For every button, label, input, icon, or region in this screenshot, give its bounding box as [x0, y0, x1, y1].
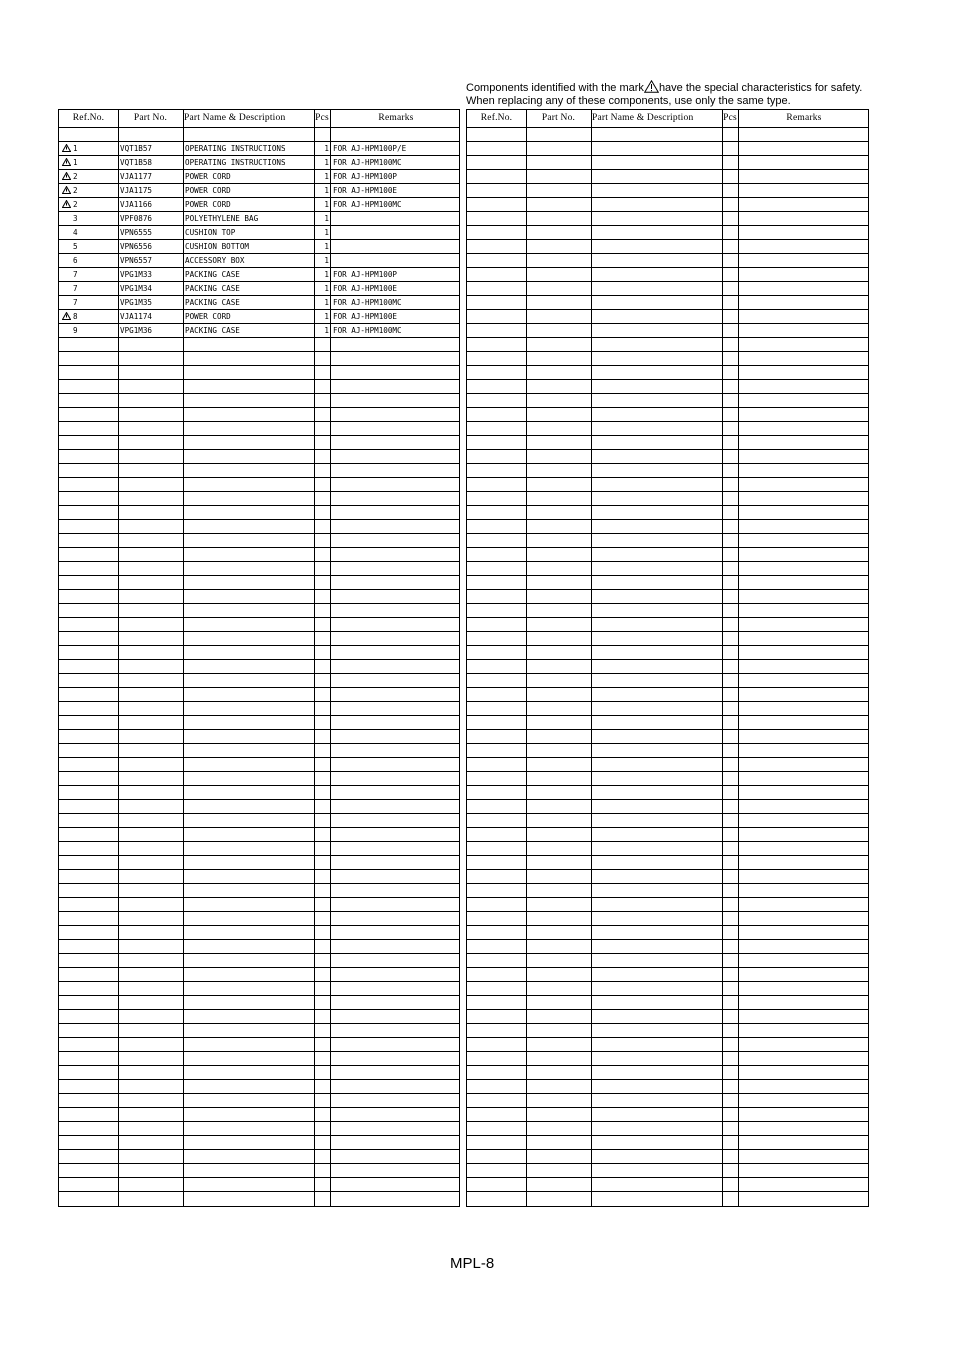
- table-row: [59, 212, 459, 226]
- table-row: [467, 1122, 868, 1136]
- table-row: [59, 478, 459, 492]
- table-row: [467, 856, 868, 870]
- table-row: [467, 310, 868, 324]
- part-name-cell: PACKING CASE: [185, 270, 240, 279]
- table-row: [467, 828, 868, 842]
- header-part-no: Part No.: [541, 113, 576, 123]
- header-pcs: Pcs: [723, 113, 737, 123]
- table-row: [467, 128, 868, 142]
- table-row: [59, 1066, 459, 1080]
- table-row: [467, 366, 868, 380]
- remarks-cell: [333, 240, 459, 253]
- table-row: [467, 758, 868, 772]
- remarks-cell: FOR AJ-HPM100E: [333, 312, 398, 321]
- table-row: [467, 786, 868, 800]
- pcs-cell: 1: [324, 200, 329, 209]
- table-row: [59, 702, 459, 716]
- table-row: [467, 394, 868, 408]
- header-part-no: Part No.: [133, 113, 168, 123]
- table-row: [467, 534, 868, 548]
- pcs-cell: 1: [324, 312, 329, 321]
- table-row: [467, 380, 868, 394]
- ref-no-value: 5: [73, 242, 78, 251]
- pcs-cell: 1: [324, 214, 329, 223]
- table-row: [467, 1080, 868, 1094]
- table-row: [467, 422, 868, 436]
- table-row: [467, 898, 868, 912]
- table-row: [59, 604, 459, 618]
- header-ref-no: Ref.No.: [480, 113, 513, 123]
- table-row: [467, 618, 868, 632]
- part-name-cell: POWER CORD: [185, 172, 231, 181]
- table-row: [467, 1052, 868, 1066]
- table-row: [59, 394, 459, 408]
- header-ref-no: Ref.No.: [72, 113, 105, 123]
- table-row: [467, 940, 868, 954]
- table-row: [59, 464, 459, 478]
- table-row: [467, 1108, 868, 1122]
- header-part-name: Part Name & Description: [592, 113, 694, 123]
- pcs-cell: 1: [324, 144, 329, 153]
- table-row: [467, 1010, 868, 1024]
- table-row: [59, 310, 459, 324]
- table-row: [467, 548, 868, 562]
- table-row: [467, 1164, 868, 1178]
- table-row: [59, 758, 459, 772]
- header-part-name: Part Name & Description: [184, 113, 286, 123]
- ref-no-cell: [61, 324, 117, 337]
- pcs-cell: 1: [324, 326, 329, 335]
- table-row: [59, 814, 459, 828]
- table-row: [59, 506, 459, 520]
- part-no-cell: VQT1B57: [120, 144, 153, 153]
- table-row: [59, 296, 459, 310]
- pcs-cell: 1: [324, 256, 329, 265]
- table-row: [467, 506, 868, 520]
- table-row: [59, 772, 459, 786]
- table-row: [467, 730, 868, 744]
- remarks-cell: [333, 212, 459, 225]
- table-row: [59, 632, 459, 646]
- table-row: [467, 156, 868, 170]
- table-row: [467, 520, 868, 534]
- table-row: [59, 548, 459, 562]
- table-row: [467, 464, 868, 478]
- table-row: [59, 156, 459, 170]
- table-row: [467, 912, 868, 926]
- parts-table-left: [58, 109, 460, 1207]
- table-row: [467, 1150, 868, 1164]
- table-row: [59, 996, 459, 1010]
- remarks-cell: [333, 254, 459, 267]
- table-row: [59, 1080, 459, 1094]
- part-name-cell: POLYETHYLENE BAG: [185, 214, 259, 223]
- table-row: [59, 1108, 459, 1122]
- header-remarks: Remarks: [378, 113, 414, 123]
- notice-text-after: have the special characteristics for safety.: [658, 82, 863, 94]
- table-header: [59, 110, 459, 128]
- ref-no-value: 2: [73, 172, 78, 181]
- table-row: [467, 814, 868, 828]
- table-row: [59, 170, 459, 184]
- table-row: [59, 1122, 459, 1136]
- part-no-cell: VPG1M36: [120, 326, 153, 335]
- part-no-cell: VJA1166: [120, 200, 153, 209]
- table-row: [467, 184, 868, 198]
- part-name-cell: CUSHION BOTTOM: [185, 242, 250, 251]
- table-row: [467, 884, 868, 898]
- table-row: [467, 646, 868, 660]
- table-row: [467, 772, 868, 786]
- table-row: [59, 940, 459, 954]
- ref-no-cell: [61, 254, 117, 267]
- table-row: [59, 870, 459, 884]
- ref-no-cell: [61, 184, 117, 197]
- safety-notice-line1: [466, 80, 862, 95]
- table-row: [467, 408, 868, 422]
- table-row: [467, 604, 868, 618]
- remarks-cell: FOR AJ-HPM100E: [333, 284, 398, 293]
- part-name-cell: PACKING CASE: [185, 284, 240, 293]
- part-no-cell: VPN6555: [120, 228, 153, 237]
- table-row: [467, 142, 868, 156]
- table-row: [467, 982, 868, 996]
- table-row: [59, 422, 459, 436]
- table-row: [59, 436, 459, 450]
- table-row: [467, 688, 868, 702]
- ref-no-cell: [61, 156, 117, 169]
- table-row: [467, 996, 868, 1010]
- remarks-cell: FOR AJ-HPM100P: [333, 172, 398, 181]
- table-row: [467, 800, 868, 814]
- part-name-cell: OPERATING INSTRUCTIONS: [185, 144, 286, 153]
- warning-triangle-icon: [62, 172, 71, 180]
- table-row: [59, 380, 459, 394]
- table-row: [467, 212, 868, 226]
- page-number: MPL-8: [450, 1255, 495, 1272]
- table-row: [59, 730, 459, 744]
- pcs-cell: 1: [324, 228, 329, 237]
- pcs-cell: 1: [324, 242, 329, 251]
- remarks-cell: FOR AJ-HPM100MC: [333, 326, 402, 335]
- ref-no-cell: [61, 282, 117, 295]
- remarks-cell: FOR AJ-HPM100P/E: [333, 144, 407, 153]
- table-row: [59, 1094, 459, 1108]
- ref-no-cell: [61, 268, 117, 281]
- table-row: [467, 926, 868, 940]
- part-name-cell: POWER CORD: [185, 186, 231, 195]
- table-row: [59, 786, 459, 800]
- table-row: [467, 716, 868, 730]
- table-row: [467, 436, 868, 450]
- table-row: [59, 688, 459, 702]
- table-row: [59, 198, 459, 212]
- remarks-cell: FOR AJ-HPM100MC: [333, 200, 402, 209]
- table-row: [59, 856, 459, 870]
- ref-no-value: 7: [73, 298, 78, 307]
- table-row: [467, 352, 868, 366]
- safety-notice: [466, 80, 862, 107]
- ref-no-value: 1: [73, 158, 78, 167]
- ref-no-cell: [61, 212, 117, 225]
- ref-no-value: 8: [73, 312, 78, 321]
- table-row: [59, 590, 459, 604]
- table-row: [59, 926, 459, 940]
- table-row: [467, 338, 868, 352]
- table-row: [467, 296, 868, 310]
- table-row: [467, 268, 868, 282]
- table-row: [59, 408, 459, 422]
- table-row: [467, 226, 868, 240]
- table-row: [59, 1038, 459, 1052]
- remarks-cell: FOR AJ-HPM100MC: [333, 158, 402, 167]
- table-row: [467, 744, 868, 758]
- table-row: [59, 1178, 459, 1192]
- header-remarks: Remarks: [786, 113, 822, 123]
- table-row: [467, 562, 868, 576]
- pcs-cell: 1: [324, 158, 329, 167]
- table-row: [59, 324, 459, 338]
- part-name-cell: CUSHION TOP: [185, 228, 236, 237]
- table-row: [467, 632, 868, 646]
- table-row: [59, 968, 459, 982]
- table-row: [59, 618, 459, 632]
- ref-no-value: 7: [73, 270, 78, 279]
- part-no-cell: VPF0876: [120, 214, 153, 223]
- table-row: [467, 450, 868, 464]
- ref-no-cell: [61, 226, 117, 239]
- part-no-cell: VPG1M33: [120, 270, 153, 279]
- table-row: [467, 240, 868, 254]
- table-row: [467, 954, 868, 968]
- pcs-cell: 1: [324, 172, 329, 181]
- table-row: [59, 352, 459, 366]
- table-row: [59, 828, 459, 842]
- table-row: [467, 842, 868, 856]
- ref-no-cell: [61, 310, 117, 323]
- ref-no-value: 6: [73, 256, 78, 265]
- part-name-cell: OPERATING INSTRUCTIONS: [185, 158, 286, 167]
- remarks-cell: [333, 226, 459, 239]
- ref-no-cell: [61, 170, 117, 183]
- part-no-cell: VPG1M34: [120, 284, 153, 293]
- table-row: [467, 282, 868, 296]
- part-name-cell: POWER CORD: [185, 200, 231, 209]
- safety-notice-line2: When replacing any of these components, use only the same type.: [466, 94, 791, 107]
- table-row: [467, 870, 868, 884]
- table-row: [59, 912, 459, 926]
- warning-triangle-icon: [62, 186, 71, 194]
- table-row: [467, 1038, 868, 1052]
- table-header: [467, 110, 868, 128]
- notice-text-before: Components identified with the mark: [466, 82, 644, 94]
- pcs-cell: 1: [324, 270, 329, 279]
- part-no-cell: VPG1M35: [120, 298, 153, 307]
- table-row: [467, 170, 868, 184]
- remarks-cell: FOR AJ-HPM100E: [333, 186, 398, 195]
- table-row: [467, 1066, 868, 1080]
- ref-no-cell: [61, 240, 117, 253]
- part-name-cell: PACKING CASE: [185, 326, 240, 335]
- table-row: [467, 1178, 868, 1192]
- pcs-cell: 1: [324, 298, 329, 307]
- table-row: [467, 576, 868, 590]
- table-row: [59, 282, 459, 296]
- table-row: [59, 576, 459, 590]
- part-name-cell: POWER CORD: [185, 312, 231, 321]
- table-row: [59, 898, 459, 912]
- table-row: [59, 128, 459, 142]
- pcs-cell: 1: [324, 186, 329, 195]
- warning-triangle-icon: [62, 158, 71, 166]
- table-row: [59, 1164, 459, 1178]
- part-no-cell: VJA1174: [120, 312, 153, 321]
- table-row: [59, 534, 459, 548]
- table-row: [59, 954, 459, 968]
- table-row: [59, 1024, 459, 1038]
- ref-no-value: 1: [73, 144, 78, 153]
- table-row: [59, 1150, 459, 1164]
- ref-no-cell: [61, 198, 117, 211]
- ref-no-value: 2: [73, 200, 78, 209]
- table-row: [467, 1136, 868, 1150]
- parts-table-right: [466, 109, 869, 1207]
- table-row: [59, 660, 459, 674]
- table-row: [467, 324, 868, 338]
- table-row: [59, 450, 459, 464]
- table-row: [59, 1052, 459, 1066]
- part-no-cell: VPN6556: [120, 242, 153, 251]
- table-row: [59, 800, 459, 814]
- ref-no-cell: [61, 142, 117, 155]
- table-row: [59, 562, 459, 576]
- table-row: [59, 884, 459, 898]
- table-row: [467, 968, 868, 982]
- table-row: [467, 478, 868, 492]
- table-row: [59, 674, 459, 688]
- header-pcs: Pcs: [315, 113, 329, 123]
- table-row: [467, 674, 868, 688]
- table-row: [59, 1010, 459, 1024]
- table-row: [59, 366, 459, 380]
- table-row: [59, 520, 459, 534]
- remarks-cell: FOR AJ-HPM100P: [333, 270, 398, 279]
- table-row: [467, 492, 868, 506]
- ref-no-value: 9: [73, 326, 78, 335]
- table-row: [59, 240, 459, 254]
- ref-no-cell: [61, 296, 117, 309]
- warning-triangle-icon: [644, 80, 659, 93]
- table-row: [467, 198, 868, 212]
- table-row: [59, 268, 459, 282]
- warning-triangle-icon: [62, 312, 71, 320]
- ref-no-value: 3: [73, 214, 78, 223]
- table-row: [59, 226, 459, 240]
- table-row: [59, 338, 459, 352]
- part-name-cell: ACCESSORY BOX: [185, 256, 245, 265]
- table-row: [467, 590, 868, 604]
- table-row: [59, 716, 459, 730]
- table-row: [59, 492, 459, 506]
- part-no-cell: VJA1177: [120, 172, 153, 181]
- table-row: [59, 254, 459, 268]
- table-row: [59, 184, 459, 198]
- ref-no-value: 2: [73, 186, 78, 195]
- table-row: [59, 1136, 459, 1150]
- pcs-cell: 1: [324, 284, 329, 293]
- table-row: [59, 744, 459, 758]
- ref-no-value: 4: [73, 228, 78, 237]
- table-row: [467, 702, 868, 716]
- warning-triangle-icon: [62, 200, 71, 208]
- part-no-cell: VQT1B58: [120, 158, 153, 167]
- table-row: [467, 1094, 868, 1108]
- part-no-cell: VPN6557: [120, 256, 153, 265]
- part-name-cell: PACKING CASE: [185, 298, 240, 307]
- warning-triangle-icon: [62, 144, 71, 152]
- remarks-cell: FOR AJ-HPM100MC: [333, 298, 402, 307]
- table-row: [59, 842, 459, 856]
- table-row: [467, 1024, 868, 1038]
- table-row: [59, 982, 459, 996]
- ref-no-value: 7: [73, 284, 78, 293]
- table-row: [467, 660, 868, 674]
- table-row: [59, 142, 459, 156]
- part-no-cell: VJA1175: [120, 186, 153, 195]
- table-row: [59, 646, 459, 660]
- table-row: [467, 254, 868, 268]
